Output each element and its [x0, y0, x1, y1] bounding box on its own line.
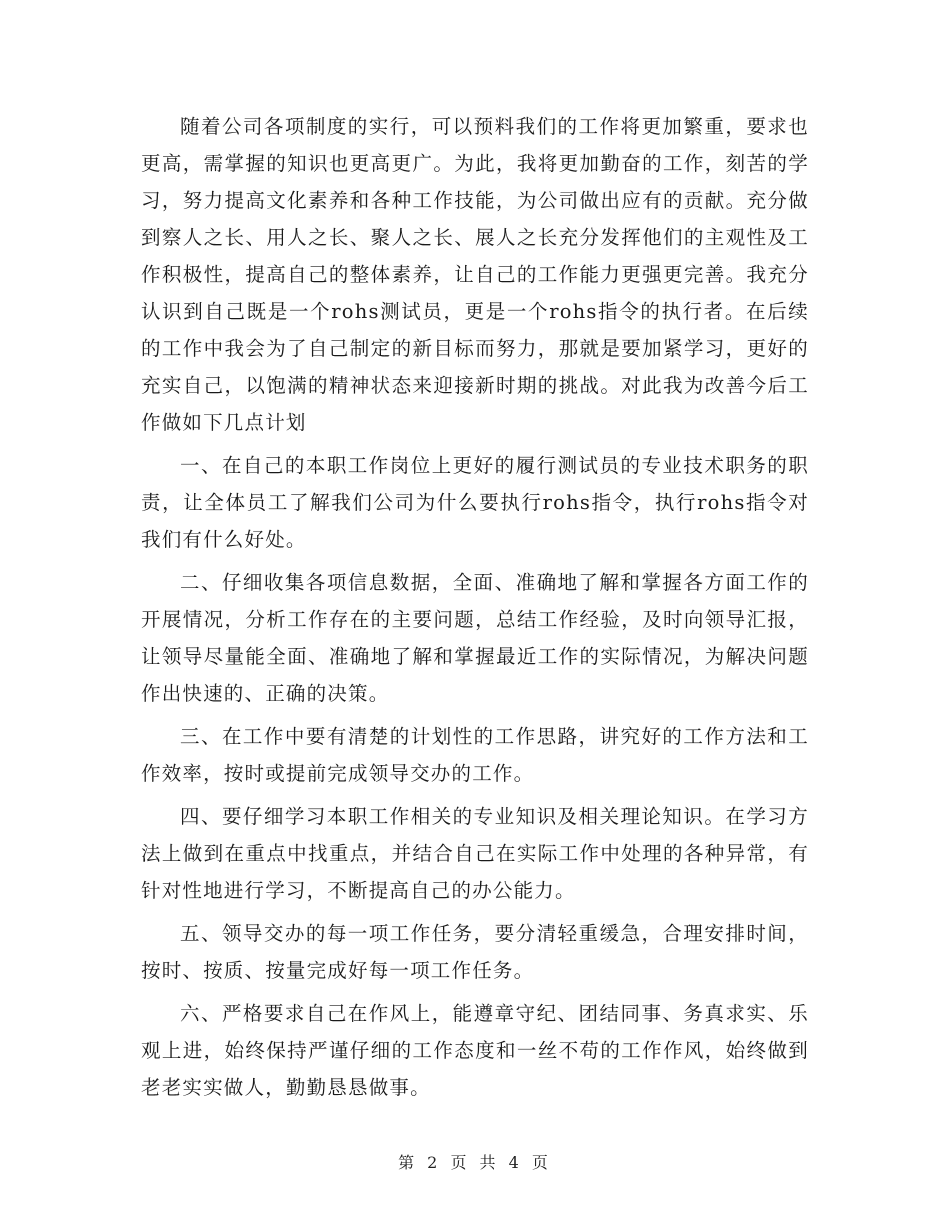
paragraph-plan-1: 一、在自己的本职工作岗位上更好的履行测试员的专业技术职务的职责，让全体员工了解我们公司为什么要执行rohs指令，执行rohs指令对我们有什么好处。: [141, 454, 809, 551]
paragraph-plan-5: 五、领导交办的每一项工作任务，要分清轻重缓急，合理安排时间，按时、按质、按量完成好每一项工作任务。: [141, 922, 809, 982]
paragraph-plan-3: 三、在工作中要有清楚的计划性的工作思路，讲究好的工作方法和工作效率，按时或提前完成领导交办的工作。: [141, 725, 809, 785]
paragraph-intro: 随着公司各项制度的实行，可以预料我们的工作将更加繁重，要求也更高，需掌握的知识也更高更广。为此，我将更加勤奋的工作，刻苦的学习，努力提高文化素养和各种工作技能，为公司做出应有的贡献。充分做到察人之长、用人之长、聚人之长、展人之长充分发挥他们的主观性及工作积极性，提高自己的整体素养，让自己的工作能力更强更完善。我充分认识到自己既是一个rohs测试员，更是一个rohs指令的执行者。在后续的工作中我会为了自己制定的新目标而努力，那就是要加紧学习，更好的充实自己，以饱满的精神状态来迎接新时期的挑战。对此我为改善今后工作做如下几点计划: [141, 115, 809, 434]
paragraph-plan-6: 六、严格要求自己在作风上，能遵章守纪、团结同事、务真求实、乐观上进，始终保持严谨仔细的工作态度和一丝不苟的工作作风，始终做到老老实实做人，勤勤恳恳做事。: [141, 1002, 809, 1099]
page-number-footer: 第 2 页 共 4 页: [398, 1153, 552, 1172]
document-body: [141, 108, 809, 1112]
paragraph-plan-2: 二、仔细收集各项信息数据，全面、准确地了解和掌握各方面工作的开展情况，分析工作存在的主要问题，总结工作经验，及时向领导汇报，让领导尽量能全面、准确地了解和掌握最近工作的实际情况，为解决问题作出快速的、正确的决策。: [141, 571, 809, 705]
paragraph-plan-4: 四、要仔细学习本职工作相关的专业知识及相关理论知识。在学习方法上做到在重点中找重点，并结合自己在实际工作中处理的各种异常，有针对性地进行学习，不断提高自己的办公能力。: [141, 805, 809, 902]
